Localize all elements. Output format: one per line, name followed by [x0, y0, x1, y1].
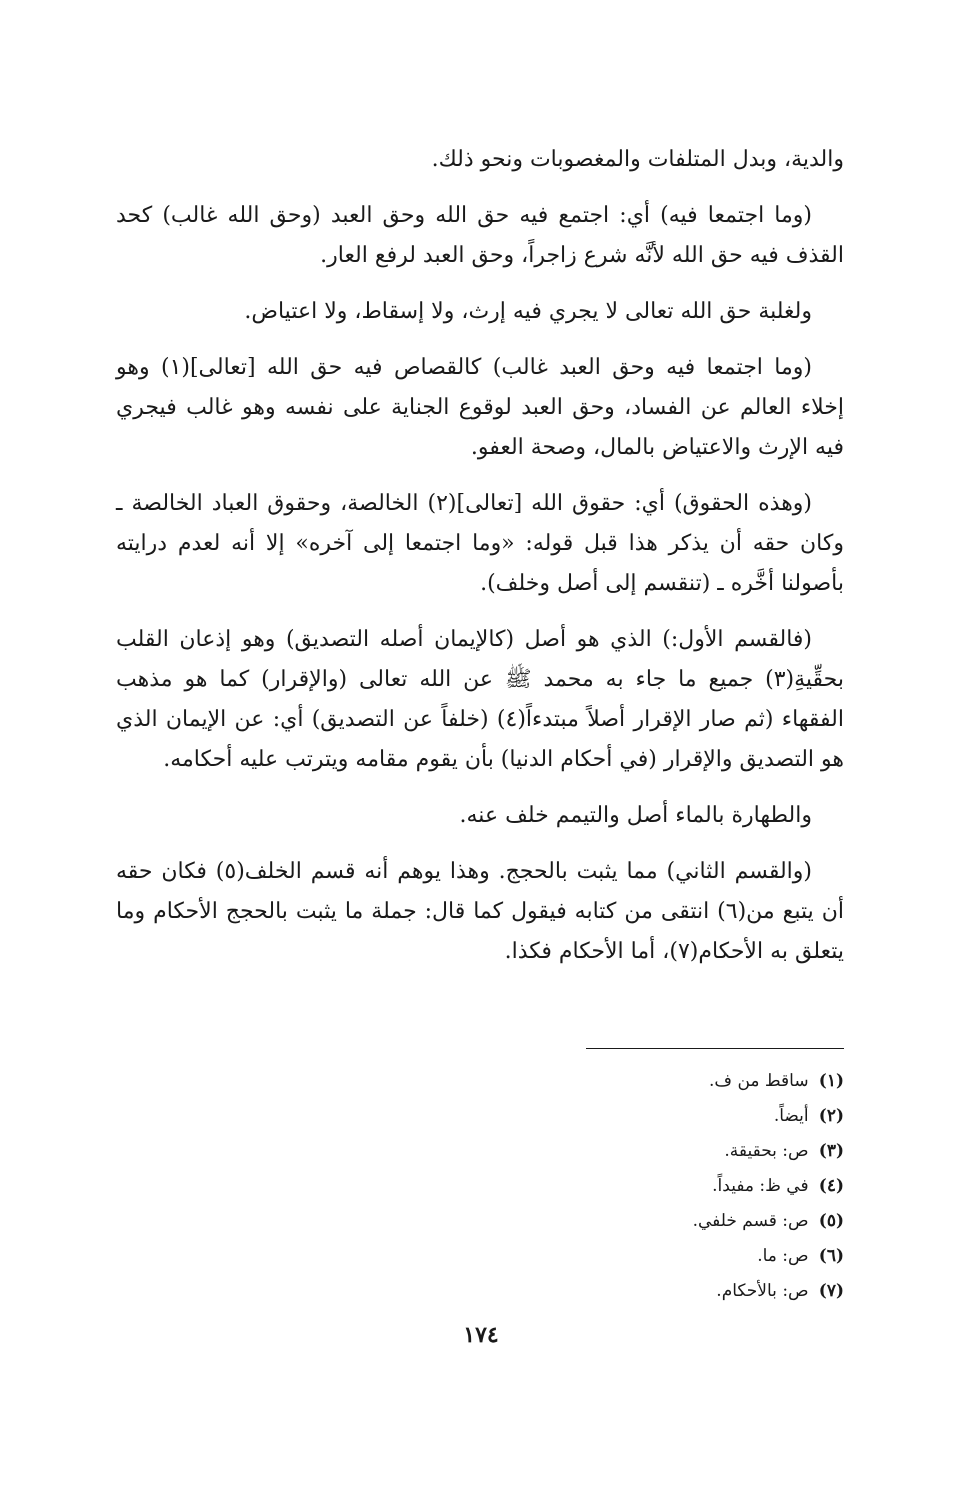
paragraph: (والقسم الثاني) مما يثبت بالحجج. وهذا يوهم أنه قسم الخلف(٥) فكان حقه أن يتبع من(٦) انتقى من كتابه فيقول كما قال: جملة ما يثبت بالحجج الأحكام وما يتعلق به الأحكام(٧)، أما الأحكام فكذا. [116, 859, 844, 964]
footnote-item [444, 1169, 844, 1204]
main-text [116, 140, 844, 988]
footnote-number: (٢) [818, 1106, 844, 1126]
footnote-item [444, 1064, 844, 1099]
footnote-number: (٧) [818, 1281, 844, 1301]
footnote-text: أيضاً. [773, 1106, 809, 1126]
paragraph: (وهذه الحقوق) أي: حقوق الله [تعالى](٢) الخالصة، وحقوق العباد الخالصة ـ وكان حقه أن يذكر هذا قبل قوله: «وما اجتمعا إلى آخره» إلا أنه لعدم درايته بأصولنا أخَّره ـ (تنقسم إلى أصل وخلف). [116, 491, 844, 596]
paragraph: (وما اجتمعا فيه) أي: اجتمع فيه حق الله وحق العبد (وحق الله غالب) كحد القذف فيه حق الله لأنَّه شرع زاجراً، وحق العبد لرفع العار. [116, 203, 844, 268]
paragraph: (وما اجتمعا فيه وحق العبد غالب) كالقصاص فيه حق الله [تعالى](١) وهو إخلاء العالم عن الفساد، وحق العبد لوقوع الجناية على نفسه وهو غالب فيجري فيه الإرث والاعتياض بالمال، وصحة العفو. [116, 355, 844, 460]
footnote-number: (١) [818, 1071, 844, 1091]
paragraph: والدية، وبدل المتلفات والمغصوبات ونحو ذلك. [431, 147, 844, 172]
footnote-text: ص: ما. [757, 1246, 809, 1266]
page-number: ١٧٤ [463, 1322, 499, 1348]
footnote-item [444, 1274, 844, 1309]
footnote-item [444, 1239, 844, 1274]
footnote-number: (٦) [818, 1246, 844, 1266]
footnote-item [444, 1099, 844, 1134]
footnote-text: ساقط من ف. [709, 1071, 809, 1091]
footnote-text: في ظ: مفيداً. [712, 1176, 809, 1196]
footnote-text: ص: بالأحكام. [716, 1281, 809, 1301]
footnote-number: (٤) [818, 1176, 844, 1196]
paragraph: والطهارة بالماء أصل والتيمم خلف عنه. [459, 803, 812, 828]
footnote-number: (٥) [818, 1211, 844, 1231]
footnote-separator [586, 1048, 844, 1049]
footnote-item [444, 1204, 844, 1239]
footnote-number: (٣) [818, 1141, 844, 1161]
paragraph: (فالقسم الأول:) الذي هو أصل (كالإيمان أصله التصديق) وهو إذعان القلب بحقِّيةِ(٣) جميع ما جاء به محمد ﷺ عن الله تعالى (والإقرار) كما هو مذهب الفقهاء (ثم صار الإقرار أصلاً مبتدءاً(٤) (خلفاً عن التصديق) أي: عن الإيمان الذي هو التصديق والإقرار (في أحكام الدنيا) بأن يقوم مقامه ويترتب عليه أحكامه. [116, 627, 844, 772]
footnotes [444, 1064, 844, 1309]
footnote-text: ص: قسم خلفي. [692, 1211, 809, 1231]
footnote-item [444, 1134, 844, 1169]
paragraph: ولغلبة حق الله تعالى لا يجري فيه إرث، ولا إسقاط، ولا اعتياض. [244, 299, 812, 324]
footnote-text: ص: بحقيقة. [724, 1141, 809, 1161]
